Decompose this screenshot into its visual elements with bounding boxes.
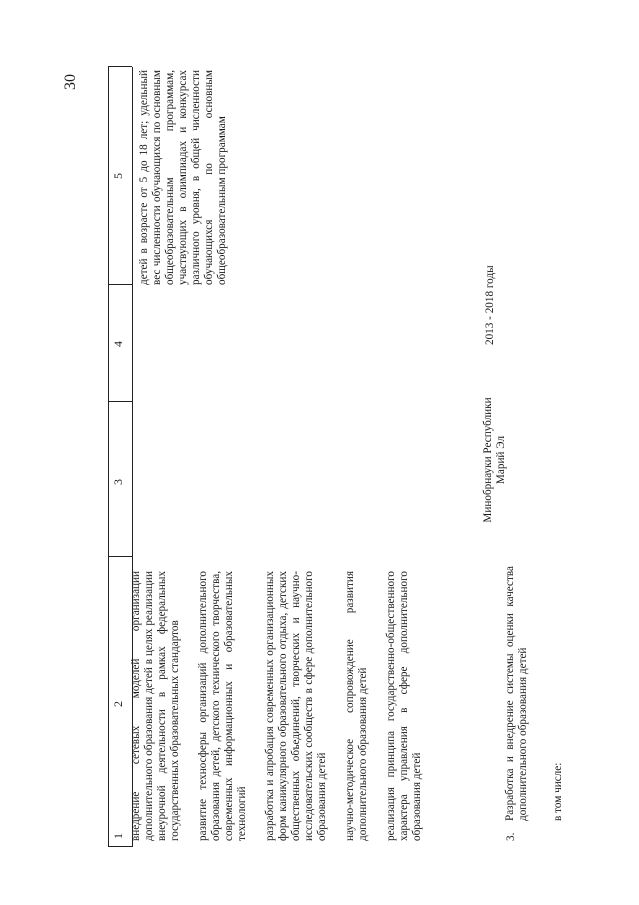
activity-item: разработка и апробация современных организационных форм каникулярного образовательного отдыха, детских общественных объединений, творческих и научно-исследовательских сообществ в сфере дополнительного образования детей xyxy=(264,571,328,841)
activity-item: внедрение сетевых моделей организации дополнительного образования детей в целях реализации внеурочной деятельности в рамках федеральных государственных образовательных стандартов xyxy=(130,571,181,841)
header-col-2: 2 xyxy=(111,701,125,707)
page-number: 30 xyxy=(62,74,79,90)
header-col-4: 4 xyxy=(111,341,125,347)
activity-item: реализация принципа государственно-общественного характера управления в сфере дополнительного образования детей xyxy=(385,571,423,841)
col-divider xyxy=(108,846,132,847)
header-col-3: 3 xyxy=(111,479,125,485)
col-divider xyxy=(108,284,132,285)
activities-column xyxy=(130,571,439,841)
header-col-1: 1 xyxy=(111,833,125,839)
including-label: в том числе: xyxy=(552,762,564,821)
col-divider xyxy=(108,556,132,557)
item-number: 3. xyxy=(505,832,517,841)
item-title: Разработка и внедрение системы оценки качества дополнительного образования детей xyxy=(504,566,529,821)
header-top-rule xyxy=(108,67,109,847)
activity-item: научно-методическое сопровождение развития дополнительного образования детей xyxy=(344,571,369,841)
executor: Минобрнауки Республики Марий Эл xyxy=(482,397,507,523)
indicator-text: детей в возрасте от 5 до 18 лет; удельный вес численности обучающихся по основным общеобразовательным программам, участвующих в олимпиадах и конкурсах различного уровня, в общей численности обучающихся по основным общеобразовательным программам xyxy=(138,70,228,285)
col-divider xyxy=(108,66,132,67)
activity-item: развитие техносферы организаций дополнительного образования детей, детского технического творчества, современных информационных и образовательных технологий xyxy=(197,571,248,841)
period: 2013 - 2018 годы xyxy=(484,265,496,345)
col-divider xyxy=(108,401,132,402)
header-col-5: 5 xyxy=(111,173,125,179)
